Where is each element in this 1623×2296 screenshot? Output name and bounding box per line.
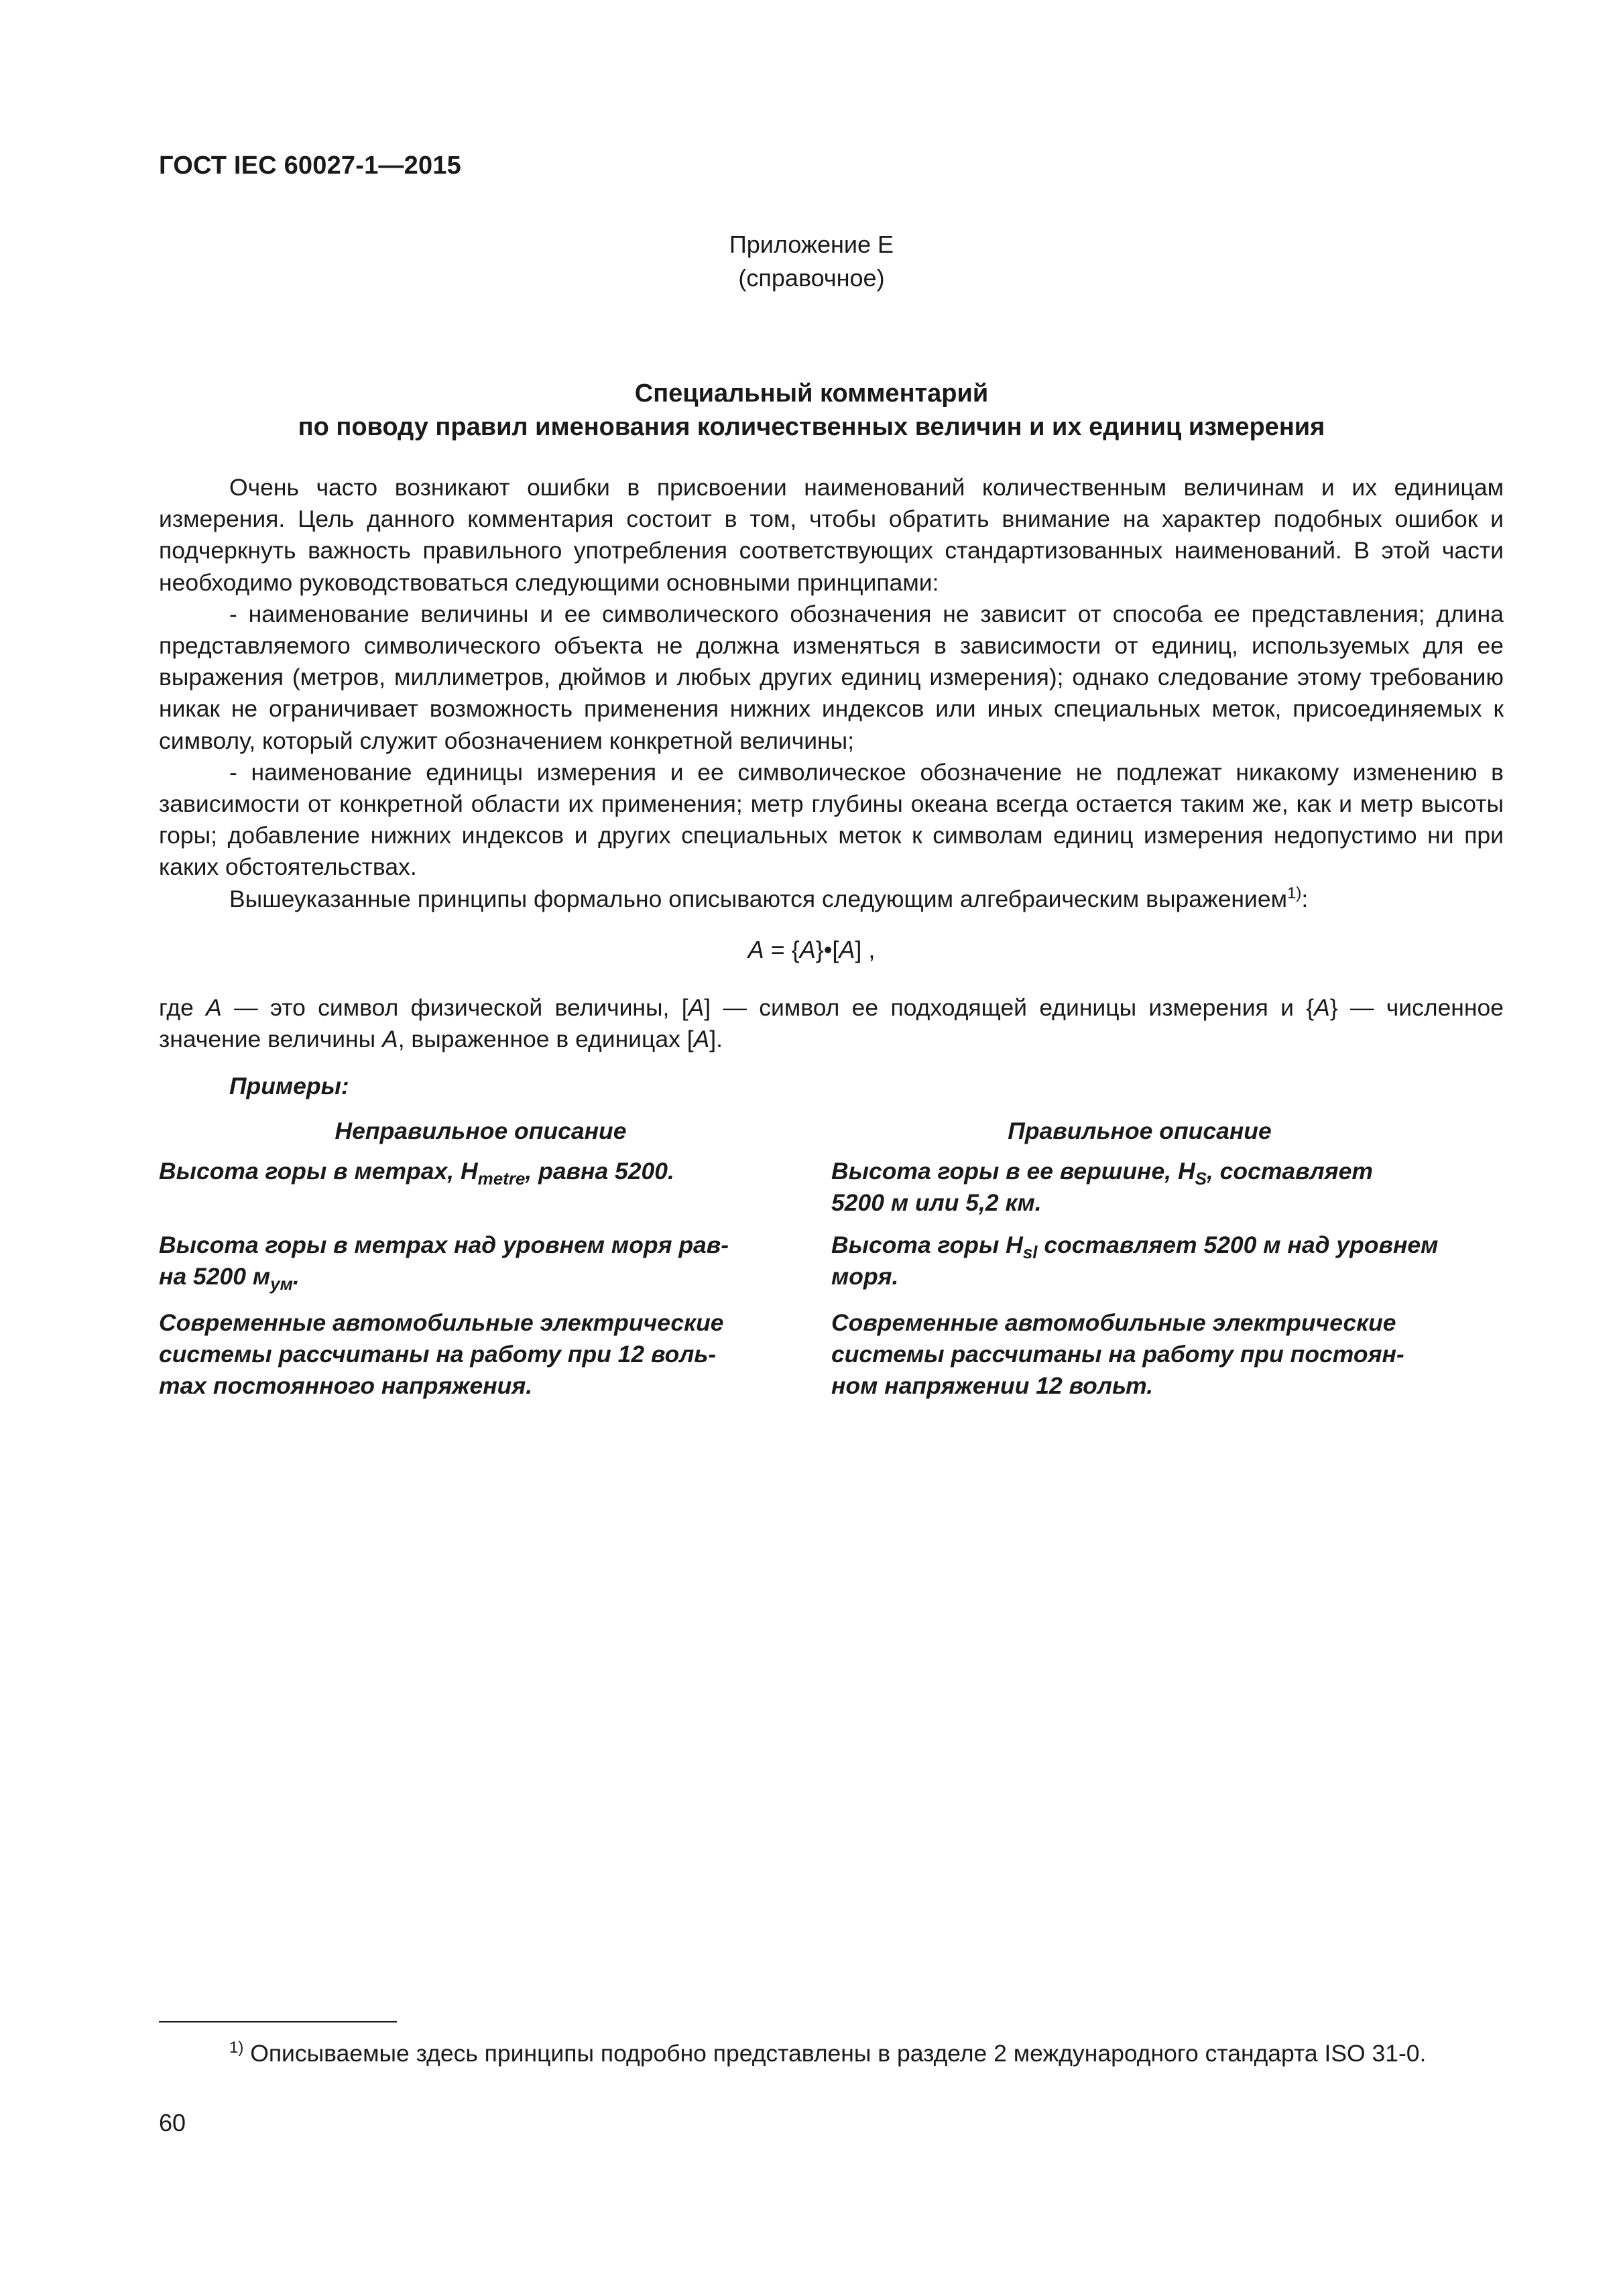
example-text: Высота горы в ее вершине, H xyxy=(831,1158,1195,1185)
explanation-text: ] — символ ее подходящей единицы измерения и { xyxy=(704,994,1315,1021)
explanation-text: — это символ физической величины, [ xyxy=(221,994,688,1021)
incorrect-example-2 xyxy=(159,1229,762,1292)
footnote-mark: 1) xyxy=(229,2039,244,2057)
formula-part: ] , xyxy=(855,936,876,963)
incorrect-column-heading: Неправильное описание xyxy=(335,1117,627,1144)
footnote xyxy=(159,2038,1504,2069)
page-number: 60 xyxy=(159,2109,186,2136)
explanation-symbol: A xyxy=(382,1026,398,1053)
document-header: ГОСТ IEC 60027-1—2015 xyxy=(159,152,461,180)
footnote-separator xyxy=(159,2021,397,2022)
paragraph-formula-intro xyxy=(159,884,1504,915)
example-text: Высота горы H xyxy=(831,1231,1023,1258)
example-line: тах постоянного напряжения. xyxy=(159,1372,533,1399)
formula-part: }•[ xyxy=(815,936,839,963)
example-subscript: ум xyxy=(270,1274,293,1294)
example-line xyxy=(831,1229,1502,1261)
examples-label: Примеры: xyxy=(229,1073,349,1099)
example-text: . xyxy=(292,1263,300,1290)
example-line: моря. xyxy=(831,1263,899,1290)
section-title xyxy=(0,377,1623,444)
paragraph-intro: Очень часто возникают ошибки в присвоении наименований количественным величинам и их единицам измерения. Цель данного комментария состоит в том, чтобы обратить внимание на характер подобных ошибок и подчеркнуть важность правильного употребления соответствующих стандартизованных наименований. В этой части необходимо руководствоваться следующими основными принципами: xyxy=(159,474,1504,596)
formula-symbol: A xyxy=(839,936,855,963)
explanation-text: где xyxy=(159,994,206,1021)
paragraph-principle-2: - наименование единицы измерения и ее символическое обозначение не подлежат никакому изменению в зависимости от конкретной области их применения; метр глубины океана всегда остается таким же, как и метр высоты горы; добавление нижних индексов и других специальных меток к символам единиц измерения недопустимо ни при каких обстоятельствах. xyxy=(159,758,1504,881)
annex-heading xyxy=(0,228,1623,295)
example-line xyxy=(831,1156,1502,1187)
explanation-text: , выраженное в единицах [ xyxy=(398,1026,694,1053)
formula xyxy=(0,933,1623,967)
formula-explanation xyxy=(159,992,1504,1055)
annex-title: Приложение Е xyxy=(729,231,894,258)
example-text: на 5200 м xyxy=(159,1263,271,1290)
footnote-reference: 1) xyxy=(1287,884,1302,902)
formula-symbol: A xyxy=(799,936,816,963)
example-line: Современные автомобильные электрические xyxy=(831,1309,1396,1336)
example-line: системы рассчитаны на работу при постоян- xyxy=(831,1341,1404,1368)
annex-type: (справочное) xyxy=(738,264,885,292)
correct-example-3 xyxy=(831,1307,1502,1402)
example-line: Высота горы в метрах над уровнем моря рав- xyxy=(159,1231,729,1258)
example-line: Современные автомобильные электрические xyxy=(159,1309,724,1336)
footnote-text: Описываемые здесь принципы подробно представлены в разделе 2 международного стандарта ISO 31-0. xyxy=(243,2040,1427,2067)
formula-part: = { xyxy=(764,936,800,963)
explanation-text: ]. xyxy=(709,1026,723,1053)
example-text: , равна 5200. xyxy=(525,1158,674,1185)
example-text: Высота горы в метрах, H xyxy=(159,1158,478,1185)
correct-column-heading: Правильное описание xyxy=(1008,1117,1272,1144)
explanation-symbol: A xyxy=(693,1026,710,1053)
correct-example-1 xyxy=(831,1156,1502,1219)
explanation-text: } — численное значение величины xyxy=(159,994,1504,1053)
correct-example-2 xyxy=(831,1229,1502,1292)
example-line xyxy=(159,1261,762,1292)
incorrect-example-1 xyxy=(159,1156,762,1187)
example-line: системы рассчитаны на работу при 12 воль- xyxy=(159,1341,717,1368)
formula-intro-colon: : xyxy=(1301,885,1309,912)
example-subscript: sl xyxy=(1022,1242,1038,1263)
explanation-symbol: A xyxy=(688,994,705,1021)
example-subscript: metre xyxy=(477,1168,526,1189)
body-text xyxy=(159,472,1504,915)
example-line: 5200 м или 5,2 км. xyxy=(831,1189,1042,1216)
explanation-symbol: A xyxy=(1314,994,1330,1021)
section-title-line2: по поводу правил именования количественных величин и их единиц измерения xyxy=(298,413,1325,441)
formula-intro-text: Вышеуказанные принципы формально описываются следующим алгебраическим выражением xyxy=(229,885,1288,912)
paragraph-principle-1: - наименование величины и ее символического обозначения не зависит от способа ее представления; длина представляемого символического объекта не должна изменяться в зависимости от единиц, используемых для ее выражения (метров, миллиметров, дюймов и любых других единиц измерения); однако следование этому требованию никак не ограничивает возможность применения нижних индексов или иных специальных меток, присоединяемых к символу, который служит обозначением конкретной величины; xyxy=(159,600,1504,754)
example-text: составляет 5200 м над уровнем xyxy=(1037,1231,1439,1258)
example-subscript: S xyxy=(1195,1168,1207,1189)
example-line: ном напряжении 12 вольт. xyxy=(831,1372,1154,1399)
formula-symbol: A xyxy=(747,936,764,963)
explanation-symbol: A xyxy=(206,994,222,1021)
example-text: , составляет xyxy=(1206,1158,1373,1185)
incorrect-example-3 xyxy=(159,1307,762,1402)
section-title-line1: Специальный комментарий xyxy=(634,379,989,408)
